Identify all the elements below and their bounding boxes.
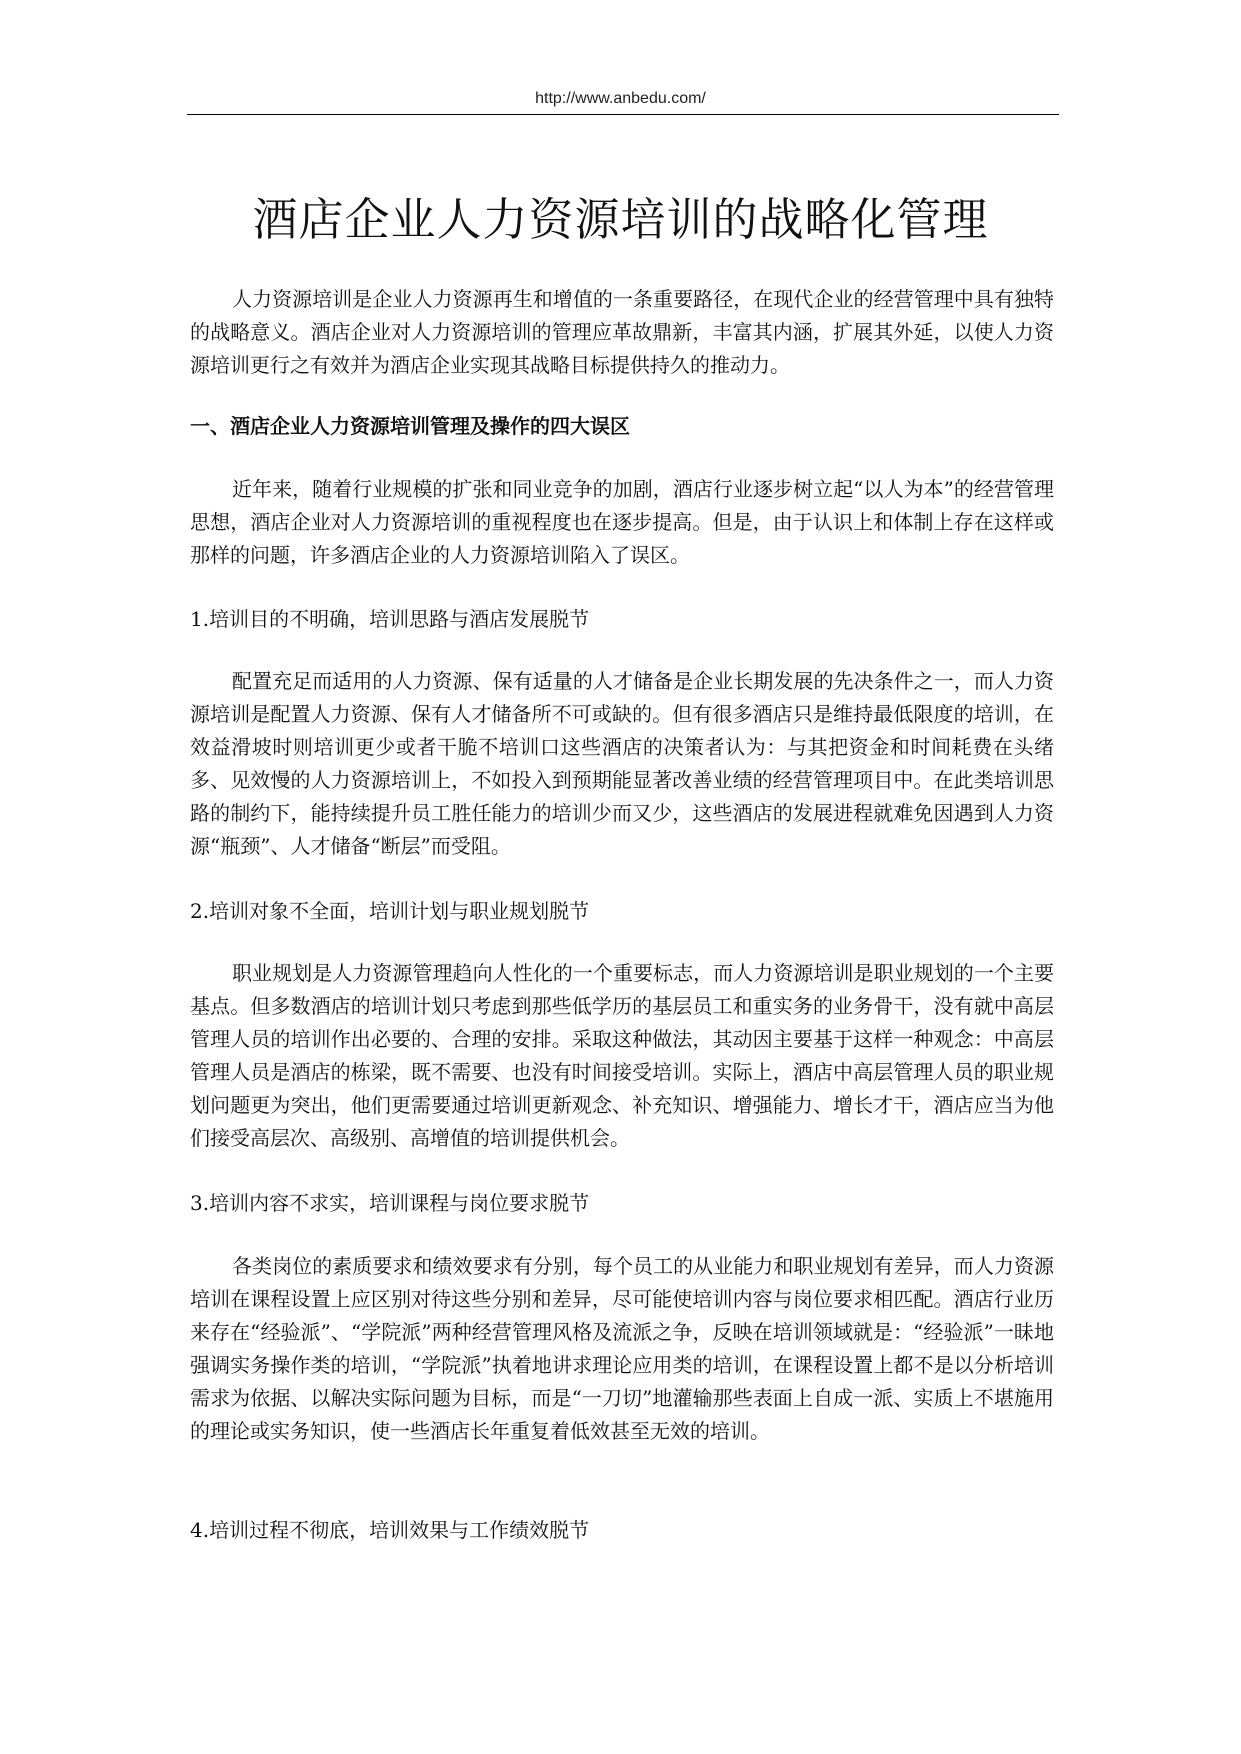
subsection-1-block (190, 665, 1054, 863)
subheading-3: 3.培训内容不求实，培训课程与岗位要求脱节 (190, 1191, 590, 1215)
document-title: 酒店企业人力资源培训的战略化管理 (252, 193, 989, 246)
subsection-3-paragraph: 各类岗位的素质要求和绩效要求有分别，每个员工的从业能力和职业规划有差异，而人力资源培训在课程设置上应区别对待这些分别和差异，尽可能使培训内容与岗位要求相匹配。酒店行业历来存在“经验派”、“学院派”两种经营管理风格及流派之争，反映在培训领域就是：“经验派”一昧地强调实务操作类的培训，“学院派”执着地讲求理论应用类的培训，在课程设置上都不是以分析培训需求为依据、以解决实际问题为目标，而是“一刀切”地灌输那些表面上自成一派、实质上不堪施用的理论或实务知识，使一些酒店长年重复着低效甚至无效的培训。 (190, 1254, 1054, 1443)
header-url: http://www.anbedu.com/ (535, 90, 706, 107)
section-intro-paragraph: 近年来，随着行业规模的扩张和同业竞争的加剧，酒店行业逐步树立起“以人为本”的经营管理思想，酒店企业对人力资源培训的重视程度也在逐步提高。但是，由于认识上和体制上存在这样或那样的问题，许多酒店企业的人力资源培训陷入了误区。 (190, 477, 1054, 567)
subheading-4: 4.培训过程不彻底，培训效果与工作绩效脱节 (190, 1518, 590, 1542)
subsection-3-block (190, 1250, 1054, 1448)
section-intro-block (190, 473, 1054, 572)
section-heading: 一、酒店企业人力资源培训管理及操作的四大误区 (190, 414, 630, 438)
subsection-2-block (190, 957, 1054, 1155)
header-divider (187, 114, 1059, 115)
subheading-1: 1.培训目的不明确，培训思路与酒店发展脱节 (190, 607, 590, 631)
subsection-2-paragraph: 职业规划是人力资源管理趋向人性化的一个重要标志，而人力资源培训是职业规划的一个主要基点。但多数酒店的培训计划只考虑到那些低学历的基层员工和重实务的业务骨干，没有就中高层管理人员的培训作出必要的、合理的安排。采取这种做法，其动因主要基于这样一种观念：中高层管理人员是酒店的栋梁，既不需要、也没有时间接受培训。实际上，酒店中高层管理人员的职业规划问题更为突出，他们更需要通过培训更新观念、补充知识、增强能力、增长才干，酒店应当为他们接受高层次、高级别、高增值的培训提供机会。 (190, 961, 1054, 1150)
subheading-2: 2.培训对象不全面，培训计划与职业规划脱节 (190, 899, 590, 923)
subsection-1-paragraph: 配置充足而适用的人力资源、保有适量的人才储备是企业长期发展的先决条件之一，而人力资源培训是配置人力资源、保有人才储备所不可或缺的。但有很多酒店只是维持最低限度的培训，在效益滑坡时则培训更少或者干脆不培训口这些酒店的决策者认为：与其把资金和时间耗费在头绪多、见效慢的人力资源培训上，不如投入到预期能显著改善业绩的经营管理项目中。在此类培训思路的制约下，能持续提升员工胜任能力的培训少而又少，这些酒店的发展进程就难免因遇到人力资源“瓶颈”、人才储备“断层”而受阻。 (190, 669, 1054, 858)
intro-paragraph: 人力资源培训是企业人力资源再生和增值的一条重要路径，在现代企业的经营管理中具有独特的战略意义。酒店企业对人力资源培训的管理应革故鼎新，丰富其内涵，扩展其外延，以使人力资源培训更行之有效并为酒店企业实现其战略目标提供持久的推动力。 (190, 287, 1054, 377)
intro-paragraph-block (190, 283, 1054, 382)
